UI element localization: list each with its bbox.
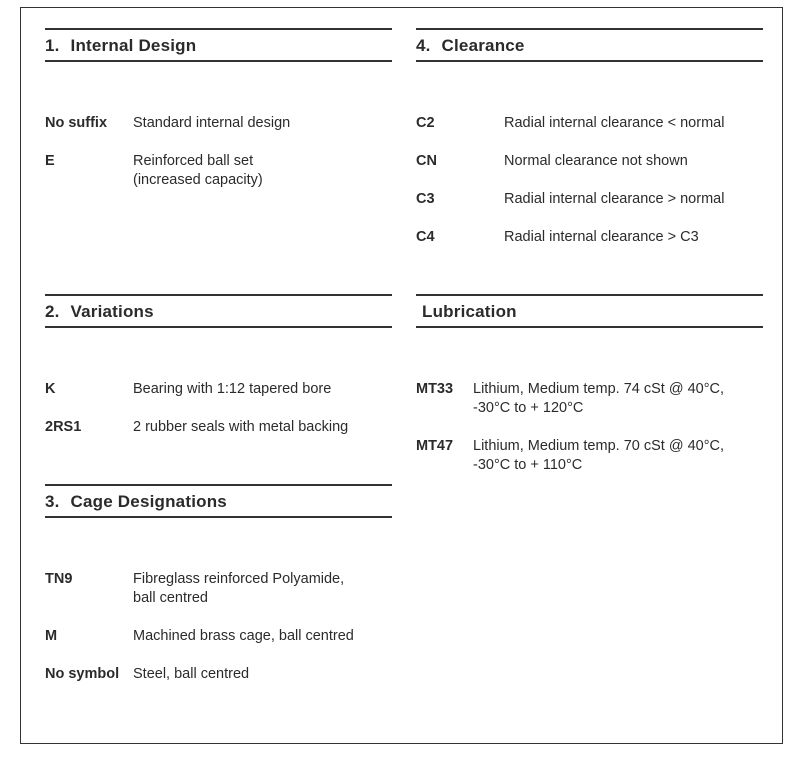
section-variations [45,294,392,454]
code-label: No suffix [45,115,108,131]
section-number: 2. [45,302,60,321]
section-header [45,484,392,518]
code-label: 2RS1 [45,419,82,435]
code-description: Lithium, Medium temp. 74 cSt @ 40°C, [473,381,725,397]
code-label: MT47 [416,438,454,454]
code-description: Machined brass cage, ball centred [133,628,354,644]
code-label: MT33 [416,381,454,397]
code-description: Fibreglass reinforced Polyamide, [133,571,345,587]
section-title: Internal Design [70,36,197,55]
code-label: E [45,153,55,169]
section-number: 3. [45,492,60,511]
code-label: K [45,381,56,397]
code-label: C4 [416,229,435,245]
code-description-line-2: -30°C to + 120°C [473,400,584,416]
section-title: Variations [70,302,154,321]
code-label: C2 [416,115,435,131]
section-cage-designations [45,484,392,704]
code-description: Normal clearance not shown [504,153,688,169]
code-label: C3 [416,191,435,207]
code-description: Steel, ball centred [133,666,250,682]
section-header [416,294,763,328]
section-internal-design [45,28,392,228]
section-lubrication [416,294,763,494]
code-description-line-2: (increased capacity) [133,172,263,188]
section-title: Lubrication [422,302,517,321]
code-description: Radial internal clearance < normal [504,115,725,131]
section-title: Clearance [441,36,525,55]
code-description: 2 rubber seals with metal backing [133,419,349,435]
section-header [45,28,392,62]
code-description: Radial internal clearance > C3 [504,229,699,245]
code-description: Radial internal clearance > normal [504,191,725,207]
code-label: No symbol [45,666,120,682]
section-number: 1. [45,36,60,55]
code-description: Standard internal design [133,115,291,131]
code-label: TN9 [45,571,73,587]
section-title: Cage Designations [70,492,227,511]
code-label: M [45,628,58,644]
section-header [45,294,392,328]
section-clearance [416,28,763,268]
section-number: 4. [416,36,431,55]
code-description: Reinforced ball set [133,153,254,169]
code-description-line-2: ball centred [133,590,208,606]
code-description: Lithium, Medium temp. 70 cSt @ 40°C, [473,438,725,454]
code-description-line-2: -30°C to + 110°C [473,457,583,473]
code-label: CN [416,153,437,169]
section-header [416,28,763,62]
code-description: Bearing with 1:12 tapered bore [133,381,332,397]
